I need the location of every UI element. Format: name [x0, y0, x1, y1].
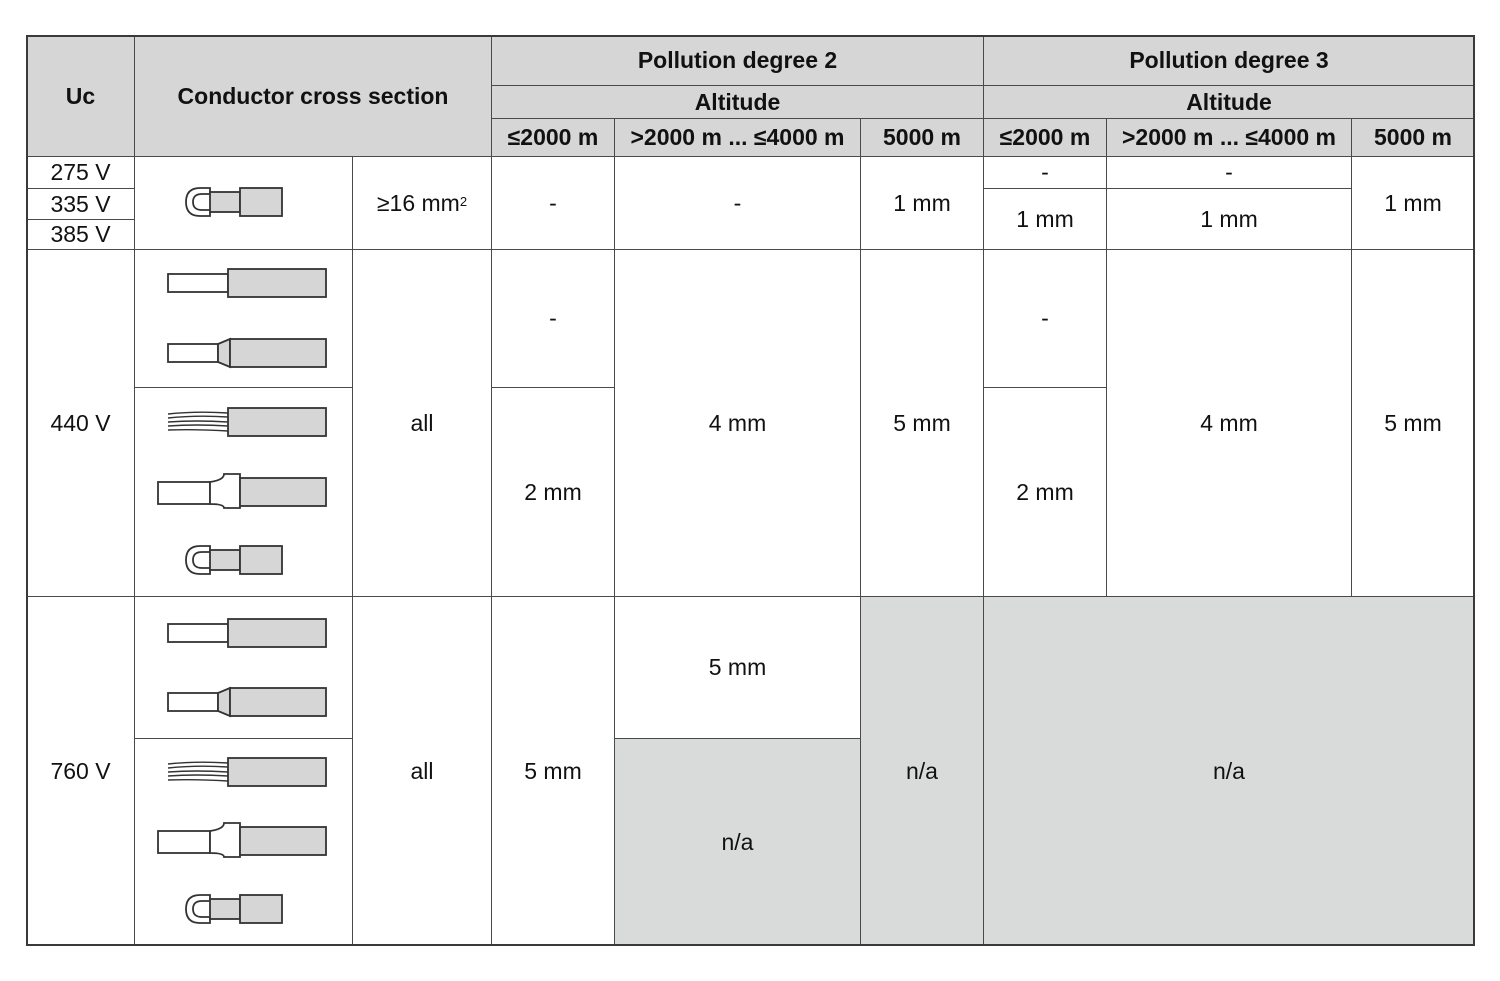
header-altitude-pd2: Altitude [491, 85, 984, 119]
row3-pd2-2000-4000-top: 5 mm [614, 596, 861, 739]
wire-with-end-sleeve-icon [168, 339, 326, 367]
row2-pd3-2000-4000: 4 mm [1106, 249, 1352, 597]
row1-pd2-2000: - [491, 156, 615, 250]
solid-wire-icon [168, 269, 326, 297]
uc-385v: 385 V [26, 219, 135, 250]
row1-pd2-5000: 1 mm [860, 156, 984, 250]
row1-pd3-2000: 1 mm [983, 188, 1107, 250]
row2-pd3-2000-top: - [983, 249, 1107, 388]
row3-pd2-2000: 5 mm [491, 596, 615, 946]
insulated-ferrule-icon [158, 823, 326, 857]
row3-pd2-5000: n/a [860, 596, 984, 946]
row2-pd2-2000: 2 mm [491, 387, 615, 597]
stranded-wire-icon [168, 408, 326, 436]
header-pd2-col-2000: ≤2000 m [491, 118, 615, 157]
header-pollution-degree-3: Pollution degree 3 [983, 35, 1475, 86]
row3-section: all [352, 596, 492, 946]
uc-760v: 760 V [26, 596, 135, 946]
row1-pd2-2000-4000: - [614, 156, 861, 250]
uc-440v: 440 V [26, 249, 135, 597]
insulated-ferrule-icon [158, 474, 326, 508]
row1-pd3-5000: 1 mm [1351, 156, 1475, 250]
header-pd2-col-2000-4000: >2000 m ... ≤4000 m [614, 118, 861, 157]
row3-pd2-2000-4000: n/a [614, 738, 861, 946]
fork-terminal-icon [186, 546, 282, 574]
stranded-wire-icon [168, 758, 326, 786]
row2-pd3-2000: 2 mm [983, 387, 1107, 597]
row2-pd3-5000: 5 mm [1351, 249, 1475, 597]
row2-pd2-5000: 5 mm [860, 249, 984, 597]
fork-terminal-icon [186, 188, 282, 216]
header-pd3-col-5000: 5000 m [1351, 118, 1475, 157]
header-pd3-col-2000: ≤2000 m [983, 118, 1107, 157]
header-conductor-cross-section: Conductor cross section [134, 35, 492, 157]
solid-wire-icon [168, 619, 326, 647]
row1-pd3-2000-top: - [983, 156, 1107, 189]
uc-335v: 335 V [26, 188, 135, 220]
header-altitude-pd3: Altitude [983, 85, 1475, 119]
row3-pd3: n/a [983, 596, 1475, 946]
header-pollution-degree-2: Pollution degree 2 [491, 35, 984, 86]
row2-pd2-2000-top: - [491, 249, 615, 388]
row1-pd3-2000-4000: 1 mm [1106, 188, 1352, 250]
row1-section-superscript: 2 [459, 193, 468, 209]
fork-terminal-icon [186, 895, 282, 923]
uc-275v: 275 V [26, 156, 135, 189]
header-pd2-col-5000: 5000 m [860, 118, 984, 157]
row2-pd2-2000-4000: 4 mm [614, 249, 861, 597]
wire-with-end-sleeve-icon [168, 688, 326, 716]
row2-section: all [352, 249, 492, 597]
row1-pd3-2000-4000-top: - [1106, 156, 1352, 189]
row1-section-text: ≥16 mm [376, 189, 460, 216]
header-pd3-col-2000-4000: >2000 m ... ≤4000 m [1106, 118, 1352, 157]
header-uc: Uc [26, 35, 135, 157]
